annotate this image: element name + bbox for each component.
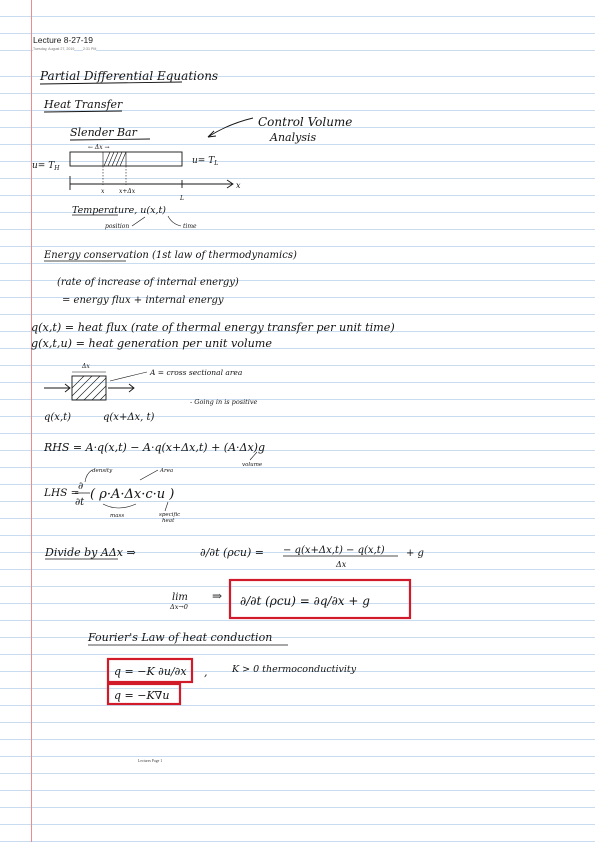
heading-pde: Partial Differential Equations [40, 69, 219, 83]
page-title: Lecture 8-27-19 [33, 35, 97, 45]
u-right-label: $u= T_L$ [192, 156, 219, 167]
control-volume-box [72, 376, 106, 400]
divide-label: Divide by AΔx ⇒ [45, 546, 136, 559]
divide-lhs: ∂/∂t (ρcu) = [200, 546, 265, 559]
position-label: position [105, 223, 130, 230]
q-definition: q(x,t) = heat flux (rate of thermal energy transfer per unit time) [31, 321, 395, 334]
rate-line-2: = energy flux + internal energy [62, 295, 224, 306]
implies-arrow: ⇒ [212, 589, 223, 603]
axis-xdx-tick: x+Δx [119, 188, 136, 195]
axis-x-tick: x [101, 188, 105, 195]
area-label: A = cross sectional area [150, 368, 243, 377]
q-left-label: q(x,t) [44, 412, 72, 423]
slender-bar-label: Slender Bar [70, 126, 137, 139]
density-arrow [85, 470, 92, 482]
mass-label: mass [110, 513, 125, 519]
box-dx-label: Δx [82, 363, 90, 370]
slender-bar-underline [70, 139, 150, 140]
delta-x-top: ← Δx → [88, 144, 110, 151]
q-right-label: q(x+Δx, t) [103, 412, 155, 423]
specific-arrow [165, 502, 168, 511]
lhs-partial-t: ∂t [75, 497, 85, 508]
specific-label: specific [159, 512, 181, 518]
axis-end-label: x [236, 181, 241, 190]
lim-sub: Δx→0 [170, 603, 188, 611]
divide-numerator: − q(x+Δx,t) − q(x,t) [283, 545, 385, 556]
fourier-eq-2: q = −K∇u [114, 689, 170, 702]
time-arrow [168, 216, 181, 226]
going-in-note: - Going in is positive [190, 398, 258, 406]
page-date: Tuesday, August 27, 2019 [33, 47, 75, 51]
u-left-label: $u= T_H$ [32, 161, 60, 172]
lhs-body: ( ρ·A·Δx·c·u ) [90, 487, 175, 502]
area-arrow [140, 470, 158, 480]
density-label: density [92, 468, 113, 474]
heat-underline [44, 111, 122, 112]
bar-hatch [103, 152, 126, 166]
fourier-heading: Fourier's Law of heat conduction [88, 631, 273, 644]
analysis-label: Analysis [270, 131, 317, 144]
mass-brace [103, 504, 136, 508]
energy-conservation: Energy conservation (1st law of thermodynamics) [44, 250, 297, 261]
g-definition: g(x,t,u) = heat generation per unit volume [31, 337, 273, 350]
volume-label: volume [242, 462, 263, 468]
fourier-comma: , [204, 666, 208, 679]
thermoconductivity: K > 0 thermoconductivity [232, 664, 357, 675]
control-volume-arrow [208, 118, 253, 137]
heat-label: heat [162, 518, 175, 524]
lhs-partial-d: ∂ [78, 481, 84, 492]
position-arrow [132, 217, 145, 226]
box-hatch [72, 376, 106, 400]
area-pointer [110, 372, 147, 381]
page-time: 2:31 PM [83, 47, 97, 51]
fourier-eq-1: q = −K ∂u/∂x [114, 665, 187, 678]
axis-L-label: L [180, 195, 184, 202]
lim-label: lim [172, 592, 188, 603]
rhs-equation: RHS = A·q(x,t) − A·q(x+Δx,t) + (A·Δx)g [44, 441, 265, 454]
page-footer: Lectures Page 1 [137, 759, 163, 763]
divide-denominator: Δx [336, 560, 347, 569]
divide-plus-g: + g [406, 548, 424, 559]
boxed-equation: ∂/∂t (ρcu) = ∂q/∂x + g [240, 594, 370, 608]
lhs-prefix: LHS = [44, 487, 80, 499]
temperature-label: Temperature, u(x,t) [72, 205, 167, 216]
rate-line-1: (rate of increase of internal energy) [57, 277, 239, 288]
heading-heat-transfer: Heat Transfer [44, 98, 123, 111]
control-volume-label: Control Volume [258, 115, 353, 129]
time-label: time [183, 223, 197, 230]
area-small-label: Area [160, 468, 174, 474]
